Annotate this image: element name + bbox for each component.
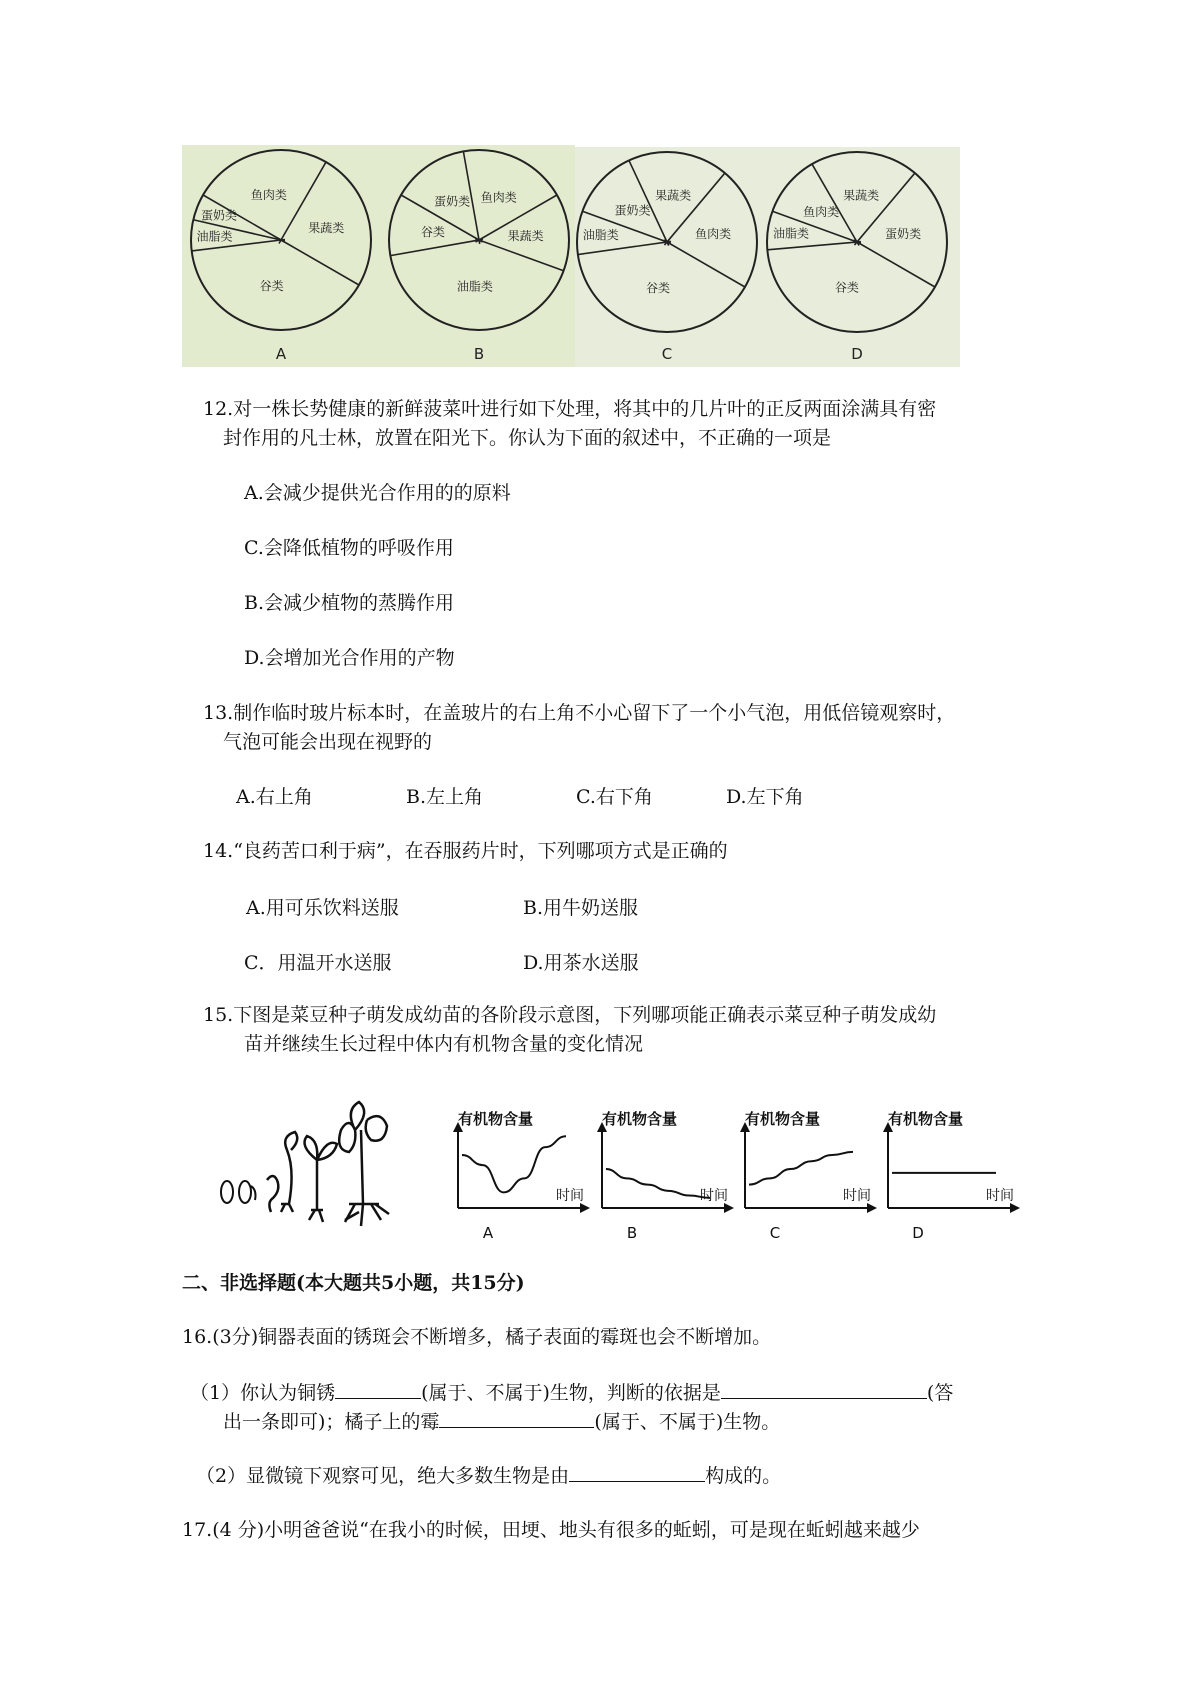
graph-y-title: 有机物含量 — [458, 1110, 534, 1128]
pie-slice-label: 蛋奶类 — [614, 203, 651, 218]
pie-slice-label: 果蔬类 — [655, 188, 692, 203]
bean-seedlings-svg — [215, 1100, 415, 1240]
pie-charts-svg — [182, 145, 960, 367]
q12-option-d: D.会增加光合作用的产物 — [244, 647, 455, 669]
q15-stem-line2: 苗并继续生长过程中体内有机物含量的变化情况 — [244, 1033, 644, 1055]
graph-c — [740, 1110, 877, 1242]
graph-x-arrow — [580, 1203, 590, 1213]
seed-stage-3 — [267, 1176, 278, 1212]
q12-option-b: B.会减少植物的蒸腾作用 — [244, 592, 455, 614]
graph-letter: A — [482, 1224, 494, 1242]
q12-option-a: A.会减少提供光合作用的的原料 — [244, 482, 511, 504]
pie-slice-label: 油脂类 — [582, 228, 619, 243]
graph-x-label: 时间 — [700, 1188, 728, 1204]
q16-blank-composition[interactable] — [569, 1461, 705, 1482]
pie-slice-label: 果蔬类 — [843, 188, 880, 203]
graph-d — [883, 1110, 1020, 1242]
seed-stage-1 — [221, 1181, 233, 1203]
pie-slice-label: 蛋奶类 — [201, 208, 238, 223]
seed-stage-2 — [239, 1181, 251, 1203]
pie-chart-letter: A — [275, 345, 287, 363]
graph-x-label: 时间 — [843, 1188, 871, 1204]
graph-y-title: 有机物含量 — [745, 1110, 821, 1128]
pie-slice-label: 谷类 — [646, 280, 671, 295]
pie-chart-letter: B — [473, 345, 485, 363]
graph-x-arrow — [724, 1203, 734, 1213]
pie-slice-label: 谷类 — [834, 280, 859, 295]
pie-slice-label: 果蔬类 — [308, 220, 345, 235]
pie-slice-label: 油脂类 — [456, 279, 493, 294]
q14-option-b: B.用牛奶送服 — [523, 897, 639, 919]
pie-slice-label: 油脂类 — [196, 229, 233, 244]
q16-blank-mold[interactable] — [439, 1407, 594, 1428]
organic-matter-graphs — [440, 1100, 1040, 1250]
q13-option-c: C.右下角 — [576, 786, 653, 808]
q16-part2-text-b: 构成的。 — [705, 1465, 782, 1487]
graph-x-arrow — [1010, 1203, 1020, 1213]
q13-option-a: A.右上角 — [236, 786, 313, 808]
q14-option-a: A.用可乐饮料送服 — [246, 897, 399, 919]
q14-stem: 14.“良药苦口利于病”，在吞服药片时，下列哪项方式是正确的 — [203, 840, 728, 862]
pie-bg-left — [182, 145, 575, 367]
pie-slice-label: 蛋奶类 — [885, 226, 922, 241]
q16-stem: 16.(3分)铜器表面的锈斑会不断增多，橘子表面的霉斑也会不断增加。 — [182, 1326, 772, 1348]
pie-slice-label: 蛋奶类 — [434, 194, 471, 209]
seed-stage-5 — [305, 1136, 337, 1222]
graph-b — [597, 1110, 734, 1242]
graph-trend-curve — [606, 1169, 710, 1198]
q16-blank-reason[interactable] — [721, 1378, 927, 1399]
q16-part1-text-b: (属于、不属于)生物，判断的依据是 — [421, 1382, 721, 1404]
q16-part1-text-c: (答 — [926, 1382, 954, 1404]
q16-blank-copper-rust[interactable] — [335, 1378, 421, 1399]
q13-option-b: B.左上角 — [406, 786, 484, 808]
q16-part2 — [196, 1461, 781, 1490]
q16-part1-text-e: (属于、不属于)生物。 — [594, 1411, 781, 1433]
q16-part1-line2 — [223, 1407, 780, 1436]
graph-trend-curve — [749, 1152, 853, 1185]
q16-part1-text-a: （1）你认为铜锈 — [190, 1382, 336, 1404]
graph-y-title: 有机物含量 — [602, 1110, 678, 1128]
pie-charts-figure — [182, 145, 960, 367]
pie-slice-label: 鱼肉类 — [250, 187, 287, 202]
organic-matter-graphs-svg — [440, 1100, 1040, 1250]
graph-letter: B — [626, 1224, 638, 1242]
graph-x-arrow — [867, 1203, 877, 1213]
bean-germination-illustration — [215, 1100, 415, 1240]
graph-a — [453, 1110, 590, 1242]
q12-stem-line1: 12.对一株长势健康的新鲜菠菜叶进行如下处理，将其中的几片叶的正反两面涂满具有密 — [203, 398, 937, 420]
pie-slice-label: 果蔬类 — [507, 228, 544, 243]
q16-part2-text-a: （2）显微镜下观察可见，绝大多数生物是由 — [196, 1465, 570, 1487]
pie-chart-letter: C — [661, 345, 673, 363]
pie-chart-letter: D — [851, 345, 863, 363]
graph-letter: C — [769, 1224, 781, 1242]
graph-y-title: 有机物含量 — [888, 1110, 964, 1128]
section2-heading: 二、非选择题(本大题共5小题，共15分) — [182, 1272, 525, 1294]
pie-slice-label: 油脂类 — [772, 226, 809, 241]
q14-option-d: D.用茶水送服 — [523, 952, 639, 974]
q13-option-d: D.左下角 — [726, 786, 804, 808]
graph-trend-curve — [462, 1136, 566, 1192]
q13-stem-line2: 气泡可能会出现在视野的 — [223, 731, 433, 753]
graph-letter: D — [912, 1224, 924, 1242]
seed-stage-4 — [281, 1132, 297, 1212]
pie-slice-label: 谷类 — [259, 278, 284, 293]
seed-stage-6 — [339, 1102, 389, 1226]
pie-slice-label: 谷类 — [420, 224, 445, 239]
pie-slice-label: 鱼肉类 — [803, 204, 840, 219]
pie-slice-label: 鱼肉类 — [480, 190, 517, 205]
q17-stem: 17.(4 分)小明爸爸说“在我小的时候，田埂、地头有很多的蚯蚓，可是现在蚯蚓越来越少 — [182, 1519, 920, 1541]
pie-slice-label: 鱼肉类 — [695, 226, 732, 241]
q15-stem-line1: 15.下图是菜豆种子萌发成幼苗的各阶段示意图，下列哪项能正确表示菜豆种子萌发成幼 — [203, 1004, 937, 1026]
q13-stem-line1: 13.制作临时玻片标本时，在盖玻片的右上角不小心留下了一个小气泡，用低倍镜观察时， — [203, 702, 956, 724]
q12-option-c: C.会降低植物的呼吸作用 — [244, 537, 454, 559]
q16-part1-line1 — [190, 1378, 953, 1407]
q12-stem-line2: 封作用的凡士林，放置在阳光下。你认为下面的叙述中，不正确的一项是 — [223, 427, 832, 449]
q16-part1-text-d: 出一条即可)；橘子上的霉 — [223, 1411, 440, 1433]
graph-x-label: 时间 — [556, 1188, 584, 1204]
q14-option-c: C．用温开水送服 — [244, 952, 392, 974]
graph-x-label: 时间 — [986, 1188, 1014, 1204]
